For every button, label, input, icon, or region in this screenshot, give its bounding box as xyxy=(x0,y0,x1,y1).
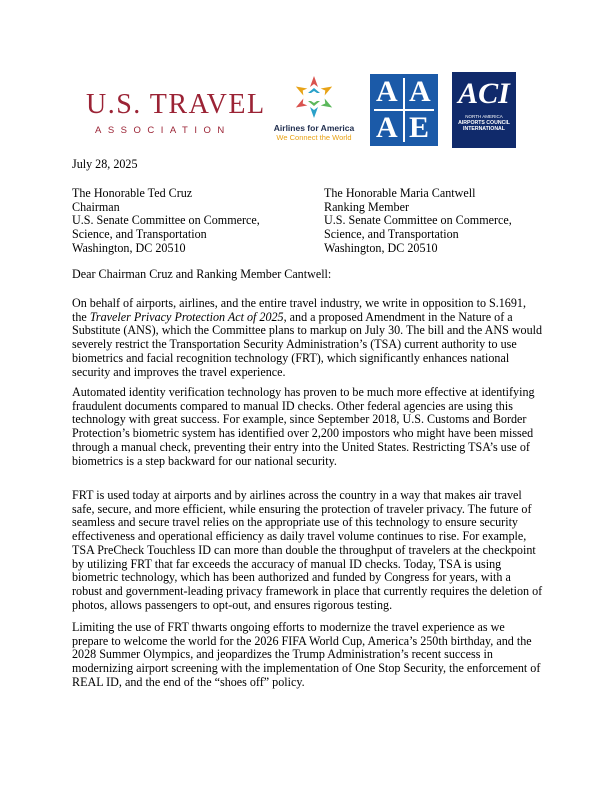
recipient-line: Washington, DC 20510 xyxy=(324,240,438,255)
paragraph-line: by utilizing FRT that far exceeds the accuracy of manual ID checks. Today, TSA is using xyxy=(72,556,502,571)
paragraph-line: REAL ID, and the end of the “shoes off” policy. xyxy=(72,674,305,689)
paragraph-line: seamless and secure travel relies on the appropriate use of this technology to ensure security xyxy=(72,515,518,530)
paragraph-line: biometric technology, which has been authorized and funded by Congress for years, with a xyxy=(72,570,511,585)
paragraph-line: TSA PreCheck Touchless ID can more than double the throughput of travelers at the checkpoint xyxy=(72,542,536,557)
aci-logo-mark: ACI xyxy=(458,77,510,110)
airplanes-star-icon xyxy=(291,74,337,120)
paragraph-line: Substitute (ANS), which the Committee plans to markup on July 30. The bill and the ANS would xyxy=(72,323,543,338)
paragraph-line: Protection’s biometric system has identified over 2,200 impostors who might have been missed xyxy=(72,426,534,441)
paragraph-line xyxy=(72,311,544,325)
paragraph-line: prepare to welcome the world for the 2026 FIFA World Cup, America’s 250th birthday, and the xyxy=(72,633,532,648)
paragraph-line: photos, allows passengers to opt-out, and ensures rigorous testing. xyxy=(72,597,393,612)
recipient-line: The Honorable Ted Cruz xyxy=(72,186,193,200)
paragraph-text: , and a proposed Amendment in the Nature of a xyxy=(283,309,513,324)
a4a-logo-tagline: We Connect the World xyxy=(276,133,352,142)
salutation: Dear Chairman Cruz and Ranking Member Cantwell: xyxy=(72,267,332,281)
recipient-block-cantwell xyxy=(324,187,512,256)
paragraph-line: biometrics is a step backward for our national security. xyxy=(72,453,337,468)
us-travel-logo-sub: ASSOCIATION xyxy=(95,125,231,136)
paragraph-4 xyxy=(72,621,544,690)
aaae-letter-2: A xyxy=(409,75,431,108)
paragraph-line: 2028 Summer Olympics, and jeopardizes the Trump Administration’s recent success in xyxy=(72,647,493,662)
paragraph-line: FRT is used today at airports and by airlines across the country in a way that makes air travel xyxy=(72,488,522,502)
recipient-line: Science, and Transportation xyxy=(72,227,207,242)
paragraph-3 xyxy=(72,489,544,612)
paragraph-line: Limiting the use of FRT thwarts ongoing efforts to modernize the travel experience as we xyxy=(72,620,505,634)
paragraph-line: effectiveness and operational efficiency as daily travel volume continues to rise. For example, xyxy=(72,529,527,544)
paragraph-line: robust and government-leading privacy framework in place that currently requires the deletion of xyxy=(72,583,543,598)
recipient-line: The Honorable Maria Cantwell xyxy=(324,186,476,200)
recipient-line: Ranking Member xyxy=(324,199,409,214)
recipient-line: U.S. Senate Committee on Commerce, xyxy=(72,213,260,228)
recipient-line: Washington, DC 20510 xyxy=(72,240,186,255)
bill-title: Traveler Privacy Protection Act of 2025 xyxy=(89,309,284,324)
us-travel-logo-name: U.S. TRAVEL xyxy=(86,89,266,120)
airlines-for-america-logo xyxy=(270,74,358,142)
aaae-divider-horizontal xyxy=(374,109,434,111)
paragraph-line: technology with great success. For example, since September 2018, U.S. Customs and Border xyxy=(72,412,527,427)
aci-logo-name-line-1: AIRPORTS COUNCIL xyxy=(458,120,510,126)
a4a-logo-name: Airlines for America xyxy=(273,123,355,133)
paragraph-line: security and improves the travel experience. xyxy=(72,364,286,379)
aaae-letter-1: A xyxy=(376,75,398,108)
paragraph-line: biometrics and facial recognition technology (FRT), which significantly enhances national xyxy=(72,350,510,365)
aaae-letter-3: A xyxy=(376,111,398,144)
aci-logo-name-line-2: INTERNATIONAL xyxy=(463,126,505,132)
paragraph-line: Automated identity verification technology has proven to be much more effective at identifying xyxy=(72,385,535,399)
recipient-line: Chairman xyxy=(72,199,120,214)
recipient-block-cruz xyxy=(72,187,260,256)
recipient-line: Science, and Transportation xyxy=(324,227,459,242)
us-travel-logo xyxy=(86,90,266,136)
paragraph-text: the xyxy=(72,309,90,324)
aaae-letter-4: E xyxy=(409,111,430,144)
aci-north-america-logo xyxy=(452,72,516,148)
aci-logo-region: NORTH AMERICA xyxy=(465,114,503,119)
paragraph-line: through a manual check, preventing their entry into the United States. Restricting TSA’s use of xyxy=(72,439,530,454)
paragraph-line: severely restrict the Transportation Security Administration’s (TSA) current authority to use xyxy=(72,337,517,352)
paragraph-line: modernizing airport screening with the implementation of One Stop Security, the enforcement of xyxy=(72,661,541,676)
aaae-logo xyxy=(370,74,438,146)
paragraph-line: On behalf of airports, airlines, and the entire travel industry, we write in opposition to S.1691, xyxy=(72,296,526,310)
paragraph-2 xyxy=(72,386,544,468)
paragraph-line: safe, secure, and more efficient, while ensuring the protection of traveler privacy. The future of xyxy=(72,501,532,516)
letter-date: July 28, 2025 xyxy=(72,157,138,171)
paragraph-1 xyxy=(72,297,544,379)
recipient-line: U.S. Senate Committee on Commerce, xyxy=(324,213,512,228)
paragraph-line: fraudulent documents compared to manual ID checks. Other federal agencies are using this xyxy=(72,398,513,413)
